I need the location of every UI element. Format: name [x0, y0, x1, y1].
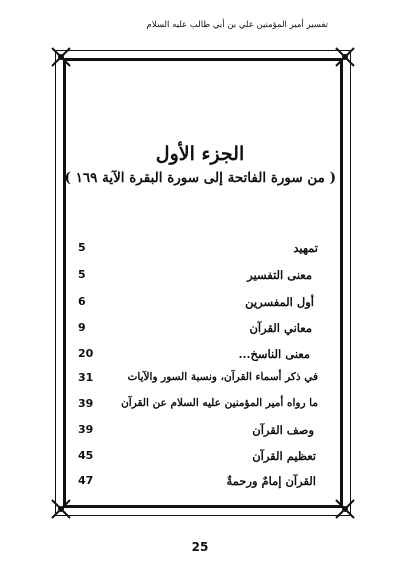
toc-entry-title: أول المفسرين — [245, 295, 314, 309]
toc-entry-title: تعظيم القرآن — [252, 449, 316, 463]
toc-entry — [78, 449, 318, 467]
corner-ornament-icon — [50, 498, 72, 520]
toc-entry — [78, 295, 318, 313]
toc-entry-title: ما رواه أمير المؤمنين عليه السلام عن القرآن — [121, 397, 318, 409]
toc-entry-page: 5 — [78, 241, 86, 254]
toc-entry — [78, 241, 318, 259]
page-number: 25 — [191, 540, 209, 554]
toc-entry-page: 9 — [78, 321, 86, 334]
toc-entry-page: 39 — [78, 423, 94, 436]
toc-entry-page: 47 — [78, 474, 94, 487]
toc-entry-title: في ذكر أسماء القرآن، ونسبة السور والآيات — [127, 371, 318, 383]
toc-entry — [78, 347, 318, 365]
corner-ornament-icon — [334, 46, 356, 68]
toc-entry-page: 39 — [78, 397, 94, 410]
toc-entry-title: معنى الناسخ... — [238, 347, 310, 361]
toc-entry — [78, 474, 318, 492]
toc-entry-page: 31 — [78, 371, 94, 384]
toc-entry — [78, 397, 318, 415]
toc-entry-page: 6 — [78, 295, 86, 308]
toc-entry-title: معاني القرآن — [249, 321, 312, 335]
corner-ornament-icon — [50, 46, 72, 68]
corner-ornament-icon — [334, 498, 356, 520]
toc-entry-title: القرآن إمامٌ ورحمةٌ — [226, 474, 316, 488]
toc-entry-page: 5 — [78, 268, 86, 281]
toc-entry-title: وصف القرآن — [252, 423, 314, 437]
running-header: تفسير أمير المؤمنين علي بن أبي طالب عليه السلام — [146, 20, 328, 30]
toc-entry — [78, 321, 318, 339]
part-subtitle: ( من سورة الفاتحة إلى سورة البقرة الآية ١٦٩ ) — [64, 170, 336, 186]
toc-entry-page: 20 — [78, 347, 94, 360]
part-title: الجزء الأول — [155, 143, 245, 165]
toc-entry-title: معنى التفسير — [247, 268, 312, 282]
toc-entry — [78, 423, 318, 441]
toc-entry-page: 45 — [78, 449, 94, 462]
toc-entry — [78, 268, 318, 286]
toc-entry-title: تمهيد — [293, 241, 318, 255]
toc-entry — [78, 371, 318, 389]
